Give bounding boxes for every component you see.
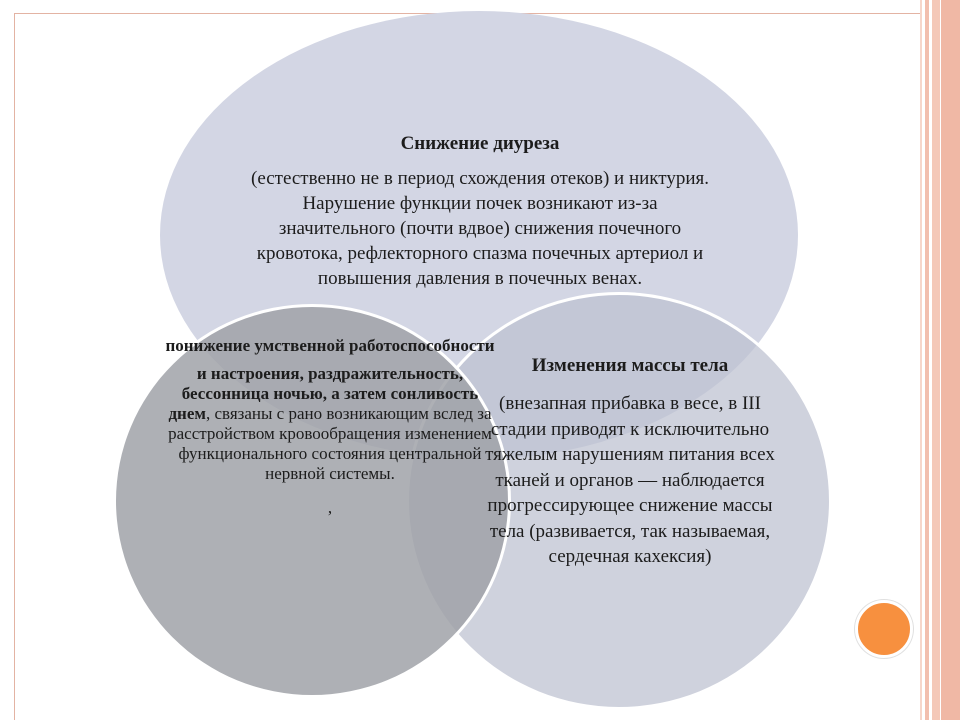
mental-bold-heading: понижение умственной работоспособности	[165, 336, 495, 355]
body-mass-description: (внезапная прибавка в весе, в III стадии приводят к исключительно тяжелым нарушениям питания всех тканей и органов — наблюдается прогрессирующее снижение массы тела (развивается, так называемая, сердечная кахексия)	[485, 393, 775, 567]
mental-bold-symptoms: и настроения, раздражительность, бессонница ночью, а затем сонливость днем	[168, 364, 479, 423]
decor-stripe	[920, 0, 922, 720]
decor-stripe	[932, 0, 940, 720]
diuresis-title: Снижение диуреза	[400, 133, 560, 154]
stray-comma: ,	[327, 498, 333, 517]
body-mass-title: Изменения массы тела	[531, 355, 729, 376]
mental-description-block	[160, 336, 500, 518]
mental-description: , связаны с рано возникающим вслед за расстройством кровообращения изменением функционального состояния центральной нервной системы.	[168, 404, 492, 483]
accent-dot	[855, 600, 913, 658]
diuresis-description: (естественно не в период схождения отеков) и никтурия. Нарушение функции почек возникают из-за значительного (почти вдвое) снижения почечного кровотока, рефлекторного спазма почечных артериол и повышения давления в почечных венах.	[251, 168, 709, 289]
decor-stripe	[925, 0, 929, 720]
decor-stripe	[941, 0, 960, 720]
